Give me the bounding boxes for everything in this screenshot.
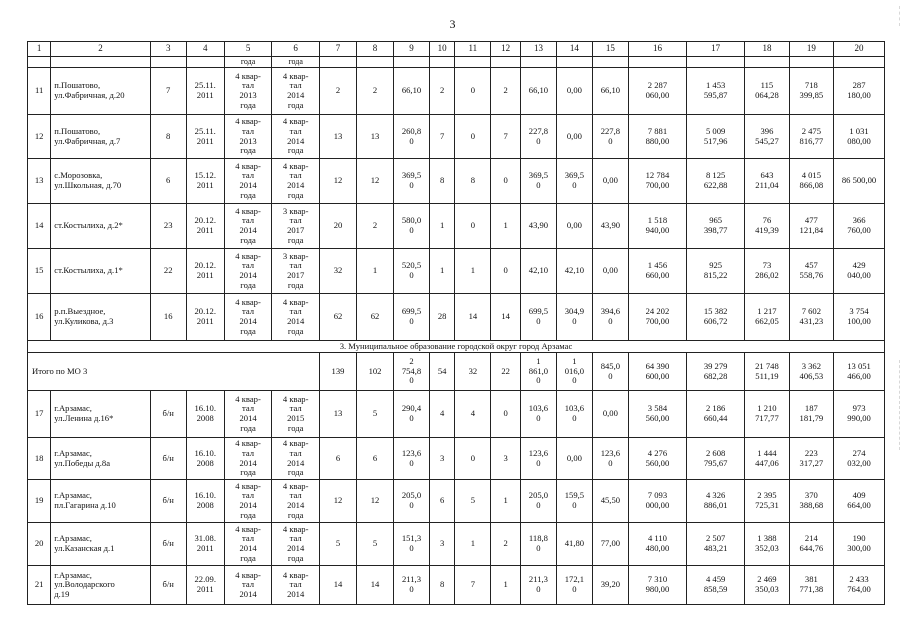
table-cell: 22 bbox=[150, 249, 186, 294]
table-cell bbox=[789, 57, 833, 68]
table-cell bbox=[520, 57, 556, 68]
table-cell: 2 433 764,00 bbox=[834, 566, 885, 605]
total-cell: 64 390 600,00 bbox=[628, 353, 686, 391]
table-cell: 21 bbox=[28, 566, 51, 605]
total-cell: 2 754,8 0 bbox=[394, 353, 430, 391]
table-cell: 290,4 0 bbox=[394, 391, 430, 438]
table-cell: б/н bbox=[150, 438, 186, 480]
table-cell: 1 bbox=[455, 523, 491, 566]
table-cell: 4 квар- тал 2014 года bbox=[224, 294, 272, 341]
table-cell: 0,00 bbox=[556, 438, 592, 480]
table-cell: 1 bbox=[491, 566, 521, 605]
table-cell: 4 квар- тал 2014 года bbox=[272, 294, 320, 341]
address-cell: ст.Костылиха, д.2* bbox=[51, 204, 150, 249]
column-header-2: 2 bbox=[51, 42, 150, 57]
table-cell: 3 квар- тал 2017 года bbox=[272, 249, 320, 294]
table-row bbox=[28, 159, 885, 204]
table-cell: 699,5 0 bbox=[520, 294, 556, 341]
table-cell: 2 186 660,44 bbox=[687, 391, 745, 438]
table-cell: 7 093 000,00 bbox=[628, 480, 686, 523]
table-cell: 187 181,79 bbox=[789, 391, 833, 438]
table-cell: 123,6 0 bbox=[520, 438, 556, 480]
table-cell: года bbox=[272, 57, 320, 68]
total-cell: 139 bbox=[319, 353, 356, 391]
table-cell: 227,8 0 bbox=[592, 115, 628, 159]
table-cell: 2 287 060,00 bbox=[628, 68, 686, 115]
table-cell: 66,10 bbox=[394, 68, 430, 115]
table-cell: 3 квар- тал 2017 года bbox=[272, 204, 320, 249]
table-cell: 2 608 795,67 bbox=[687, 438, 745, 480]
table-cell: 4 квар- тал 2014 года bbox=[224, 523, 272, 566]
table-cell: 2 475 816,77 bbox=[789, 115, 833, 159]
table-cell: 159,5 0 bbox=[556, 480, 592, 523]
table-cell: 23 bbox=[150, 204, 186, 249]
table-cell: 3 bbox=[491, 438, 521, 480]
table-cell: 25.11. 2011 bbox=[186, 115, 224, 159]
table-cell: 16 bbox=[150, 294, 186, 341]
table-cell: 15 bbox=[28, 249, 51, 294]
table-cell: 14 bbox=[319, 566, 356, 605]
section-title-row bbox=[28, 341, 885, 353]
table-cell: 15 382 606,72 bbox=[687, 294, 745, 341]
table-cell: 205,0 0 bbox=[394, 480, 430, 523]
table-cell: 19 bbox=[28, 480, 51, 523]
table-cell: 227,8 0 bbox=[520, 115, 556, 159]
table-cell: 4 квар- тал 2014 года bbox=[224, 159, 272, 204]
table-cell: 14 bbox=[357, 566, 394, 605]
table-cell: 66,10 bbox=[592, 68, 628, 115]
table-cell: 0 bbox=[455, 115, 491, 159]
table-cell: 0,00 bbox=[592, 391, 628, 438]
table-cell: 4 276 560,00 bbox=[628, 438, 686, 480]
table-cell bbox=[834, 57, 885, 68]
table-cell: 5 bbox=[357, 523, 394, 566]
table-row bbox=[28, 294, 885, 341]
table-cell: 643 211,04 bbox=[745, 159, 789, 204]
table-cell: 287 180,00 bbox=[834, 68, 885, 115]
table-cell: 3 bbox=[429, 438, 454, 480]
table-cell bbox=[455, 57, 491, 68]
table-cell: 580,0 0 bbox=[394, 204, 430, 249]
table-cell: 43,90 bbox=[520, 204, 556, 249]
table-cell bbox=[394, 57, 430, 68]
table-cell: 7 bbox=[491, 115, 521, 159]
table-cell: 7 bbox=[455, 566, 491, 605]
table-cell: 7 bbox=[150, 68, 186, 115]
table-row bbox=[28, 115, 885, 159]
table-cell: 304,9 0 bbox=[556, 294, 592, 341]
table-cell: 6 bbox=[319, 438, 356, 480]
total-cell: 32 bbox=[455, 353, 491, 391]
column-header-19: 19 bbox=[789, 42, 833, 57]
table-cell: 11 bbox=[28, 68, 51, 115]
table-cell: 8 125 622,88 bbox=[687, 159, 745, 204]
table-cell: 925 815,22 bbox=[687, 249, 745, 294]
table-cell: 4 квар- тал 2014 года bbox=[272, 480, 320, 523]
table-cell: б/н bbox=[150, 480, 186, 523]
table-cell: 211,3 0 bbox=[520, 566, 556, 605]
total-cell: 845,0 0 bbox=[592, 353, 628, 391]
table-cell: 12 bbox=[319, 159, 356, 204]
table-cell: 41,80 bbox=[556, 523, 592, 566]
table-cell: 4 110 480,00 bbox=[628, 523, 686, 566]
address-cell: р.п.Выездное, ул.Куликова, д.3 bbox=[51, 294, 150, 341]
table-cell: 4 квар- тал 2014 года bbox=[224, 480, 272, 523]
table-cell: 699,5 0 bbox=[394, 294, 430, 341]
table-cell: 12 bbox=[28, 115, 51, 159]
table-cell: 0,00 bbox=[592, 249, 628, 294]
total-cell: 1 016,0 0 bbox=[556, 353, 592, 391]
table-cell: 4 326 886,01 bbox=[687, 480, 745, 523]
table-cell bbox=[592, 57, 628, 68]
table-cell: 4 квар- тал 2014 года bbox=[224, 391, 272, 438]
table-cell: 66,10 bbox=[520, 68, 556, 115]
table-cell: 520,5 0 bbox=[394, 249, 430, 294]
table-cell: 366 760,00 bbox=[834, 204, 885, 249]
table-cell: 76 419,39 bbox=[745, 204, 789, 249]
table-cell: 0,00 bbox=[556, 68, 592, 115]
table-cell: 115 064,28 bbox=[745, 68, 789, 115]
table-cell: 7 602 431,23 bbox=[789, 294, 833, 341]
table-cell: 13 bbox=[319, 115, 356, 159]
section-title: 3. Муниципальное образование городской округ город Арзамас bbox=[28, 341, 885, 353]
table-cell: 0 bbox=[455, 438, 491, 480]
table-cell: 0,00 bbox=[556, 115, 592, 159]
column-header-12: 12 bbox=[491, 42, 521, 57]
table-row bbox=[28, 438, 885, 480]
total-label: Итого по МО 3 bbox=[28, 353, 320, 391]
table-cell: 1 210 717,77 bbox=[745, 391, 789, 438]
table-row bbox=[28, 204, 885, 249]
table-cell: 20.12. 2011 bbox=[186, 294, 224, 341]
table-row bbox=[28, 566, 885, 605]
table-cell: 77,00 bbox=[592, 523, 628, 566]
table-cell: 12 bbox=[357, 480, 394, 523]
table-cell: 4 квар- тал 2014 года bbox=[272, 523, 320, 566]
table-cell bbox=[429, 57, 454, 68]
table-cell: 1 bbox=[491, 204, 521, 249]
total-cell: 54 bbox=[429, 353, 454, 391]
table-cell: 86 500,00 bbox=[834, 159, 885, 204]
total-cell: 39 279 682,28 bbox=[687, 353, 745, 391]
table-cell bbox=[628, 57, 686, 68]
total-cell: 3 362 406,53 bbox=[789, 353, 833, 391]
table-cell: 12 bbox=[357, 159, 394, 204]
table-cell: 6 bbox=[357, 438, 394, 480]
continuation-row bbox=[28, 57, 885, 68]
table-cell: б/н bbox=[150, 523, 186, 566]
table-cell: 103,6 0 bbox=[520, 391, 556, 438]
table-cell: 5 bbox=[455, 480, 491, 523]
table-cell: 32 bbox=[319, 249, 356, 294]
table-cell: 12 bbox=[319, 480, 356, 523]
table-cell: 151,3 0 bbox=[394, 523, 430, 566]
table-cell: 2 bbox=[357, 204, 394, 249]
table-cell: 20 bbox=[28, 523, 51, 566]
address-cell: г.Арзамас, ул.Победы д.8а bbox=[51, 438, 150, 480]
table-cell: 7 310 980,00 bbox=[628, 566, 686, 605]
table-cell: 0 bbox=[455, 204, 491, 249]
table-cell: 965 398,77 bbox=[687, 204, 745, 249]
table-cell: 123,6 0 bbox=[592, 438, 628, 480]
table-cell: 409 664,00 bbox=[834, 480, 885, 523]
column-header-6: 6 bbox=[272, 42, 320, 57]
table-cell: 12 784 700,00 bbox=[628, 159, 686, 204]
table-cell: 369,5 0 bbox=[556, 159, 592, 204]
table-cell: 2 bbox=[429, 68, 454, 115]
table-row bbox=[28, 523, 885, 566]
table-cell: 4 квар- тал 2014 года bbox=[272, 438, 320, 480]
header-row bbox=[28, 42, 885, 57]
table-cell: 1 bbox=[491, 480, 521, 523]
table-cell: 28 bbox=[429, 294, 454, 341]
table-cell bbox=[556, 57, 592, 68]
column-header-11: 11 bbox=[455, 42, 491, 57]
table-cell: 2 bbox=[491, 523, 521, 566]
column-header-18: 18 bbox=[745, 42, 789, 57]
total-cell: 102 bbox=[357, 353, 394, 391]
table-cell: 25.11. 2011 bbox=[186, 68, 224, 115]
table-cell: 8 bbox=[429, 159, 454, 204]
total-row bbox=[28, 353, 885, 391]
table-cell: 1 453 595,87 bbox=[687, 68, 745, 115]
table-cell: 4 квар- тал 2013 года bbox=[224, 68, 272, 115]
column-header-8: 8 bbox=[357, 42, 394, 57]
table-cell: 1 388 352,03 bbox=[745, 523, 789, 566]
table-cell: 45,50 bbox=[592, 480, 628, 523]
column-header-16: 16 bbox=[628, 42, 686, 57]
table-cell: 24 202 700,00 bbox=[628, 294, 686, 341]
table-cell: 0 bbox=[491, 249, 521, 294]
table-cell: 1 031 080,00 bbox=[834, 115, 885, 159]
table-cell: 1 bbox=[455, 249, 491, 294]
table-cell: 0 bbox=[491, 391, 521, 438]
table-cell: 1 456 660,00 bbox=[628, 249, 686, 294]
table-cell: 42,10 bbox=[520, 249, 556, 294]
table-cell: 3 754 100,00 bbox=[834, 294, 885, 341]
table-cell: 274 032,00 bbox=[834, 438, 885, 480]
table-cell: 4 квар- тал 2014 bbox=[272, 566, 320, 605]
table-cell: 973 990,00 bbox=[834, 391, 885, 438]
table-row bbox=[28, 68, 885, 115]
table-cell: 13 bbox=[319, 391, 356, 438]
table-cell: 2 507 483,21 bbox=[687, 523, 745, 566]
table-cell: 370 388,68 bbox=[789, 480, 833, 523]
column-header-15: 15 bbox=[592, 42, 628, 57]
table-cell: 103,6 0 bbox=[556, 391, 592, 438]
table-cell: 260,8 0 bbox=[394, 115, 430, 159]
table-cell: 4 квар- тал 2014 года bbox=[272, 159, 320, 204]
column-header-5: 5 bbox=[224, 42, 272, 57]
table-cell: 20 bbox=[319, 204, 356, 249]
table-cell: 718 399,85 bbox=[789, 68, 833, 115]
column-header-7: 7 bbox=[319, 42, 356, 57]
table-cell: 31.08. 2011 bbox=[186, 523, 224, 566]
table-cell: 205,0 0 bbox=[520, 480, 556, 523]
column-header-1: 1 bbox=[28, 42, 51, 57]
table-cell: 394,6 0 bbox=[592, 294, 628, 341]
table-cell: 6 bbox=[429, 480, 454, 523]
table-cell: 4 015 866,08 bbox=[789, 159, 833, 204]
table-cell: 369,5 0 bbox=[520, 159, 556, 204]
address-cell: с.Морозовка, ул.Школьная, д.70 bbox=[51, 159, 150, 204]
table-cell: 123,6 0 bbox=[394, 438, 430, 480]
scan-artifact-line bbox=[899, 360, 900, 450]
table-cell: 1 bbox=[429, 204, 454, 249]
table-cell bbox=[28, 57, 51, 68]
column-header-3: 3 bbox=[150, 42, 186, 57]
table-cell: 16.10. 2008 bbox=[186, 438, 224, 480]
table-cell: 4 квар- тал 2014 bbox=[224, 566, 272, 605]
table-cell: 20.12. 2011 bbox=[186, 249, 224, 294]
table-cell bbox=[745, 57, 789, 68]
column-header-17: 17 bbox=[687, 42, 745, 57]
table-cell: 5 bbox=[319, 523, 356, 566]
table-cell: 14 bbox=[455, 294, 491, 341]
table-cell: 3 584 560,00 bbox=[628, 391, 686, 438]
column-header-13: 13 bbox=[520, 42, 556, 57]
table-cell: 172,1 0 bbox=[556, 566, 592, 605]
table-cell: 73 286,02 bbox=[745, 249, 789, 294]
table-cell: 4 квар- тал 2014 года bbox=[224, 249, 272, 294]
column-header-9: 9 bbox=[394, 42, 430, 57]
table-cell: 4 квар- тал 2014 года bbox=[272, 115, 320, 159]
table-cell: 4 квар- тал 2013 года bbox=[224, 115, 272, 159]
table-cell: 6 bbox=[150, 159, 186, 204]
scan-artifact-line bbox=[899, 6, 900, 26]
table-cell: 62 bbox=[319, 294, 356, 341]
table-cell: 13 bbox=[28, 159, 51, 204]
table-cell bbox=[687, 57, 745, 68]
table-cell: б/н bbox=[150, 391, 186, 438]
table-cell: 8 bbox=[150, 115, 186, 159]
table-cell: 14 bbox=[491, 294, 521, 341]
table-cell: 2 bbox=[319, 68, 356, 115]
table-cell: 211,3 0 bbox=[394, 566, 430, 605]
address-cell: п.Пошатово, ул.Фабричная, д.7 bbox=[51, 115, 150, 159]
table-cell: 7 bbox=[429, 115, 454, 159]
table-cell: 7 881 880,00 bbox=[628, 115, 686, 159]
table-cell: 2 395 725,31 bbox=[745, 480, 789, 523]
table-cell: 42,10 bbox=[556, 249, 592, 294]
table-cell: 0 bbox=[455, 68, 491, 115]
address-cell: г.Арзамас, пл.Гагарина д.10 bbox=[51, 480, 150, 523]
table-cell: 4 bbox=[455, 391, 491, 438]
column-header-14: 14 bbox=[556, 42, 592, 57]
table-row bbox=[28, 249, 885, 294]
table-cell: 2 bbox=[491, 68, 521, 115]
table-cell: 43,90 bbox=[592, 204, 628, 249]
table-cell: 0 bbox=[491, 159, 521, 204]
table-cell: 1 217 662,05 bbox=[745, 294, 789, 341]
address-cell: г.Арзамас, ул.Ленина д.16* bbox=[51, 391, 150, 438]
table-cell: 223 317,27 bbox=[789, 438, 833, 480]
table-cell: 457 558,76 bbox=[789, 249, 833, 294]
table-cell: 477 121,84 bbox=[789, 204, 833, 249]
table-cell: 2 bbox=[357, 68, 394, 115]
column-header-4: 4 bbox=[186, 42, 224, 57]
table-cell: 5 bbox=[357, 391, 394, 438]
table-cell: 369,5 0 bbox=[394, 159, 430, 204]
total-cell: 13 051 466,00 bbox=[834, 353, 885, 391]
table-cell: 16.10. 2008 bbox=[186, 480, 224, 523]
table-cell: 118,8 0 bbox=[520, 523, 556, 566]
table-cell: 62 bbox=[357, 294, 394, 341]
table-cell bbox=[150, 57, 186, 68]
table-row bbox=[28, 480, 885, 523]
table-cell: 214 644,76 bbox=[789, 523, 833, 566]
table-cell: 0,00 bbox=[556, 204, 592, 249]
table-cell: 13 bbox=[357, 115, 394, 159]
table-cell: 0,00 bbox=[592, 159, 628, 204]
table-cell: 4 квар- тал 2015 года bbox=[272, 391, 320, 438]
table-cell bbox=[186, 57, 224, 68]
table-cell: 1 518 940,00 bbox=[628, 204, 686, 249]
table-cell: 15.12. 2011 bbox=[186, 159, 224, 204]
table-cell: 17 bbox=[28, 391, 51, 438]
table-cell: 381 771,38 bbox=[789, 566, 833, 605]
column-header-20: 20 bbox=[834, 42, 885, 57]
table-cell: 4 квар- тал 2014 года bbox=[224, 438, 272, 480]
table-cell: 3 bbox=[429, 523, 454, 566]
table-cell: 18 bbox=[28, 438, 51, 480]
address-cell: г.Арзамас, ул.Казанская д.1 bbox=[51, 523, 150, 566]
table-cell: 20.12. 2011 bbox=[186, 204, 224, 249]
table-cell: 4 квар- тал 2014 года bbox=[272, 68, 320, 115]
table-cell: б/н bbox=[150, 566, 186, 605]
table-cell: 4 квар- тал 2014 года bbox=[224, 204, 272, 249]
table-cell bbox=[319, 57, 356, 68]
table-cell: 4 459 858,59 bbox=[687, 566, 745, 605]
total-cell: 21 748 511,19 bbox=[745, 353, 789, 391]
total-cell: 1 861,0 0 bbox=[520, 353, 556, 391]
housing-program-table bbox=[27, 41, 885, 605]
table-cell: 2 469 350,03 bbox=[745, 566, 789, 605]
table-cell: года bbox=[224, 57, 272, 68]
table-cell bbox=[51, 57, 150, 68]
table-cell: 1 444 447,06 bbox=[745, 438, 789, 480]
table-cell: 8 bbox=[455, 159, 491, 204]
table-cell: 8 bbox=[429, 566, 454, 605]
table-cell: 4 bbox=[429, 391, 454, 438]
table-cell: 1 bbox=[429, 249, 454, 294]
table-cell bbox=[491, 57, 521, 68]
table-row bbox=[28, 391, 885, 438]
table-cell: 1 bbox=[357, 249, 394, 294]
table-cell: 22.09. 2011 bbox=[186, 566, 224, 605]
total-cell: 22 bbox=[491, 353, 521, 391]
table-cell: 429 040,00 bbox=[834, 249, 885, 294]
table-cell: 16 bbox=[28, 294, 51, 341]
page-number: 3 bbox=[449, 17, 456, 31]
address-cell: г.Арзамас, ул.Володарского д.19 bbox=[51, 566, 150, 605]
address-cell: п.Пошатово, ул.Фабричная, д.20 bbox=[51, 68, 150, 115]
table-cell: 5 009 517,96 bbox=[687, 115, 745, 159]
table-cell: 396 545,27 bbox=[745, 115, 789, 159]
table-cell: 14 bbox=[28, 204, 51, 249]
column-header-10: 10 bbox=[429, 42, 454, 57]
table-cell: 16.10. 2008 bbox=[186, 391, 224, 438]
table-cell bbox=[357, 57, 394, 68]
table-cell: 190 300,00 bbox=[834, 523, 885, 566]
address-cell: ст.Костылиха, д.1* bbox=[51, 249, 150, 294]
table-cell: 39,20 bbox=[592, 566, 628, 605]
